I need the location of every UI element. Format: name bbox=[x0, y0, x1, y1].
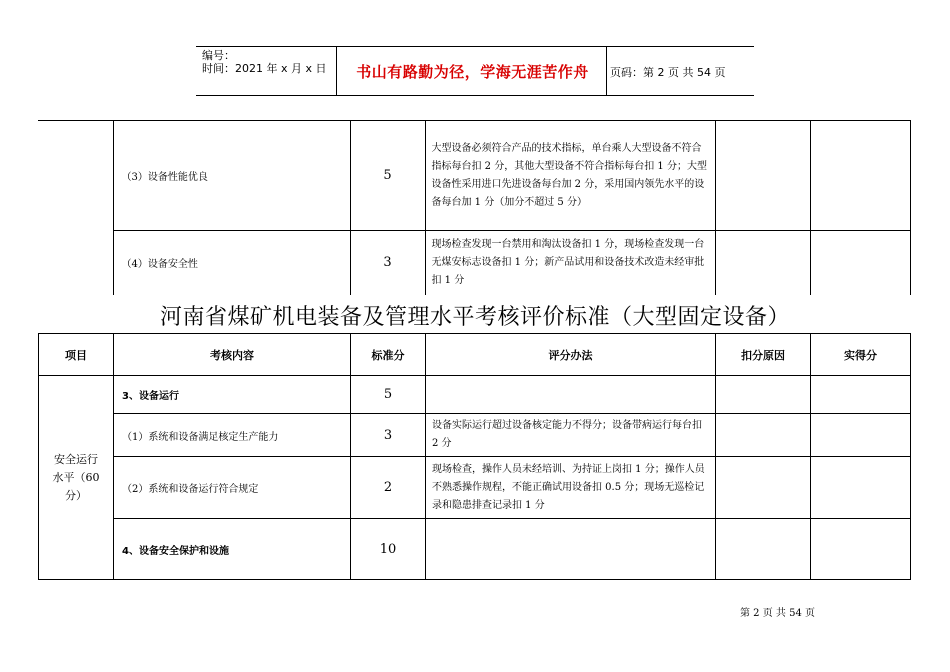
header-meta bbox=[202, 49, 327, 75]
table-row bbox=[39, 376, 911, 414]
content-cell: （4）设备安全性 bbox=[113, 231, 350, 295]
continued-table bbox=[38, 120, 911, 295]
header-divider bbox=[606, 47, 607, 95]
deduction-reason-cell bbox=[715, 231, 810, 295]
actual-score-cell bbox=[810, 231, 910, 295]
evaluation-table bbox=[38, 333, 911, 580]
table-row bbox=[39, 519, 911, 580]
header-method: 评分办法 bbox=[426, 334, 716, 376]
score-cell: 3 bbox=[350, 231, 425, 295]
actual-score-cell bbox=[810, 121, 910, 231]
method-cell: 大型设备必须符合产品的技术指标，单台乘人大型设备不符合指标每台扣 2 分，其他大型设备不符合指标每台扣 1 分；大型设备性采用进口先进设备每台加 2 分，采用国内领先水平的设备每台加 1 分（加分不超过 5 分） bbox=[425, 121, 715, 231]
deduction-reason-cell bbox=[715, 121, 810, 231]
header-actual-score: 实得分 bbox=[811, 334, 911, 376]
header-standard-score: 标准分 bbox=[351, 334, 426, 376]
actual-score-cell bbox=[811, 457, 911, 519]
page-footer: 第 2 页 共 54 页 bbox=[740, 608, 815, 619]
header-divider bbox=[336, 47, 337, 95]
content-cell: （3）设备性能优良 bbox=[113, 121, 350, 231]
header-deduction-reason: 扣分原因 bbox=[716, 334, 811, 376]
method-cell bbox=[426, 519, 716, 580]
score-cell: 3 bbox=[351, 414, 426, 457]
method-cell: 现场检查，操作人员未经培训、为持证上岗扣 1 分；操作人员不熟悉操作规程，不能正确试用设备扣 0.5 分；现场无巡检记录和隐患排查记录扣 1 分 bbox=[426, 457, 716, 519]
page-title: 河南省煤矿机电装备及管理水平考核评价标准（大型固定设备） bbox=[159, 305, 790, 330]
method-cell: 设备实际运行超过设备核定能力不得分；设备带病运行每台扣 2 分 bbox=[426, 414, 716, 457]
method-cell bbox=[426, 376, 716, 414]
header-item: 项目 bbox=[39, 334, 114, 376]
score-cell: 10 bbox=[351, 519, 426, 580]
content-cell: 3、设备运行 bbox=[114, 376, 351, 414]
header-content: 考核内容 bbox=[114, 334, 351, 376]
deduction-reason-cell bbox=[716, 519, 811, 580]
page-header bbox=[196, 46, 754, 96]
table-row bbox=[38, 231, 910, 295]
time-label: 时间：2021 年 x 月 x 日 bbox=[202, 62, 327, 75]
content-cell: （1）系统和设备满足核定生产能力 bbox=[114, 414, 351, 457]
table-header-row bbox=[39, 334, 911, 376]
table-row bbox=[39, 414, 911, 457]
content-cell: 4、设备安全保护和设施 bbox=[114, 519, 351, 580]
score-cell: 2 bbox=[351, 457, 426, 519]
number-label: 编号： bbox=[202, 49, 235, 62]
page-info: 页码：第 2 页 共 54 页 bbox=[610, 66, 726, 79]
motto-text: 书山有路勤为径，学海无涯苦作舟 bbox=[356, 62, 589, 81]
item-category-cell: 安全运行水平（60 分） bbox=[39, 376, 114, 580]
score-cell: 5 bbox=[351, 376, 426, 414]
table-row bbox=[38, 121, 910, 231]
item-cell bbox=[38, 121, 113, 295]
deduction-reason-cell bbox=[716, 414, 811, 457]
table-row bbox=[39, 457, 911, 519]
actual-score-cell bbox=[811, 376, 911, 414]
actual-score-cell bbox=[811, 519, 911, 580]
content-cell: （2）系统和设备运行符合规定 bbox=[114, 457, 351, 519]
actual-score-cell bbox=[811, 414, 911, 457]
deduction-reason-cell bbox=[716, 457, 811, 519]
deduction-reason-cell bbox=[716, 376, 811, 414]
method-cell: 现场检查发现一台禁用和淘汰设备扣 1 分，现场检查发现一台无煤安标志设备扣 1 分；新产品试用和设备技术改造未经审批扣 1 分 bbox=[425, 231, 715, 295]
score-cell: 5 bbox=[350, 121, 425, 231]
